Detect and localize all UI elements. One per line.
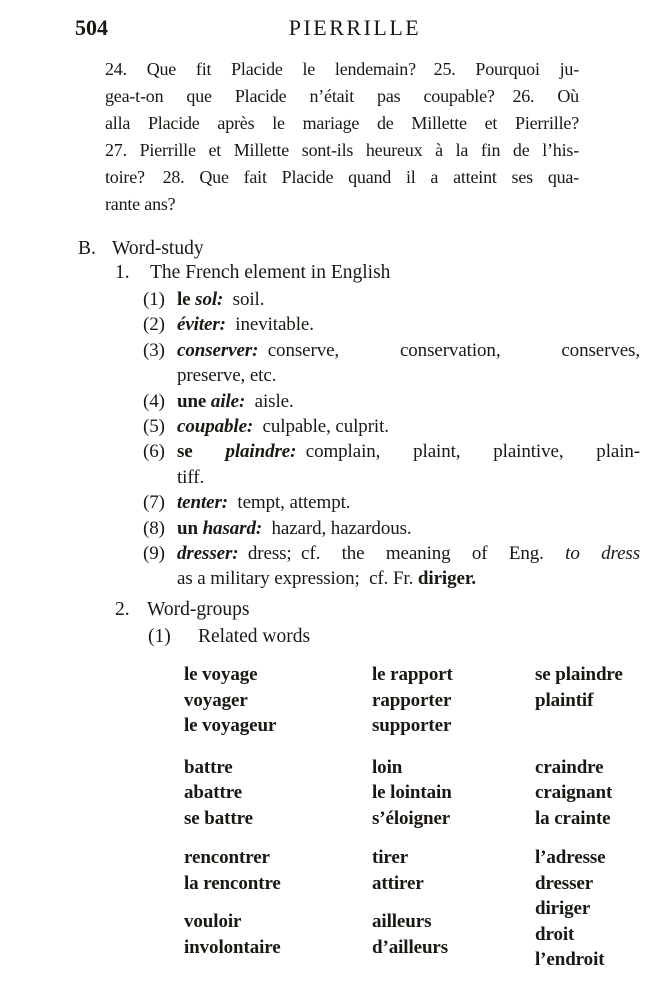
ws-french-term: dresser:	[177, 543, 239, 565]
french-element-list	[143, 287, 640, 592]
word-item: tirer	[372, 847, 409, 868]
ws-item-3	[143, 338, 640, 389]
ws-french-term: plaindre:	[225, 441, 297, 463]
word-item: l’adresse	[535, 847, 606, 868]
word-item: d’ailleurs	[372, 936, 449, 958]
word-group-column	[184, 755, 372, 832]
subsection-1-title: The French element in English	[150, 262, 391, 283]
ws-english-text: preserve, etc.	[177, 365, 277, 387]
word-item: s’éloigner	[372, 807, 451, 829]
ws-item-line	[177, 516, 640, 541]
word-subgroup	[184, 909, 372, 960]
ws-item-5	[143, 414, 640, 439]
ws-item-continuation	[177, 465, 640, 490]
ws-french-term: conserver:	[177, 339, 259, 361]
ws-item-2	[143, 312, 640, 337]
related-words-heading	[148, 626, 310, 648]
word-item: ailleurs	[372, 911, 432, 932]
ws-item-content	[177, 287, 640, 312]
ws-french-term: aile:	[210, 390, 246, 412]
ws-item-marker: (8)	[143, 517, 165, 539]
question-line: 24. Que fit Placide le lendemain? 25. Pourquoi ju-	[105, 59, 579, 79]
word-group-row-1	[184, 662, 640, 739]
ws-item-line	[177, 541, 640, 566]
word-item: voyager	[184, 689, 248, 711]
ws-item-line	[177, 312, 640, 337]
ws-french-article: le	[177, 289, 196, 310]
ws-item-content	[177, 312, 640, 337]
questions-paragraph	[105, 56, 579, 218]
related-words-label: (1)	[148, 626, 171, 647]
ws-item-line	[177, 338, 640, 363]
ws-french-term: tenter:	[177, 492, 229, 514]
ws-item-marker: (3)	[143, 339, 165, 361]
word-item: rencontrer	[184, 847, 270, 868]
subsection-2-title: Word-groups	[147, 599, 250, 620]
ws-item-8	[143, 516, 640, 541]
word-item: craignant	[535, 782, 613, 803]
ws-french-term: sol:	[195, 289, 224, 310]
ws-item-continuation	[177, 363, 640, 388]
ws-french-article: se	[177, 441, 226, 463]
word-item: supporter	[372, 715, 452, 736]
word-item: vouloir	[184, 911, 242, 932]
ws-english-text: culpable, culprit.	[253, 416, 389, 438]
ws-item-marker: (7)	[143, 492, 165, 514]
subsection-1-heading	[115, 262, 390, 284]
ws-item-content	[177, 516, 640, 541]
question-line: toire? 28. Que fait Placide quand il a atteint ses qua-	[105, 167, 579, 187]
word-group-column	[535, 755, 640, 832]
ws-item-line	[177, 439, 640, 464]
ws-english-text: dress; cf. the meaning of Eng.	[238, 543, 566, 565]
ws-item-line	[177, 490, 640, 515]
related-words-title: Related words	[198, 626, 311, 647]
word-item: involontaire	[184, 936, 281, 958]
ws-item-4	[143, 389, 640, 414]
word-subgroup	[372, 845, 535, 896]
ws-item-marker: (9)	[143, 543, 165, 565]
ws-item-marker: (1)	[143, 289, 165, 310]
ws-french-article: une	[177, 390, 211, 412]
ws-item-marker: (2)	[143, 314, 165, 336]
ws-english-italic: to dress	[565, 543, 640, 565]
ws-english-text: inevitable.	[225, 314, 314, 336]
word-group-row-3	[184, 845, 640, 973]
ws-item-9	[143, 541, 640, 592]
word-subgroup	[372, 909, 535, 960]
word-item: loin	[372, 756, 403, 778]
word-item: la rencontre	[184, 872, 281, 894]
subsection-1-label: 1.	[115, 262, 130, 283]
word-item: craindre	[535, 756, 604, 778]
ws-french-term: hasard:	[202, 517, 263, 539]
word-item: le rapport	[372, 664, 453, 685]
ws-english-text: as a military expression; cf. Fr.	[177, 568, 418, 590]
ws-item-6	[143, 439, 640, 490]
word-item: la crainte	[535, 807, 611, 829]
question-line: 27. Pierrille et Millette sont-ils heureux à la fin de l’his-	[105, 140, 579, 160]
ws-item-content	[177, 541, 640, 592]
ws-english-text: hazard, hazardous.	[262, 517, 412, 539]
ws-item-1	[143, 287, 640, 312]
ws-english-text: complain, plaint, plaintive, plain-	[296, 441, 641, 463]
word-item: diriger	[535, 898, 591, 919]
word-item: se plaindre	[535, 664, 623, 685]
word-item: le voyage	[184, 664, 258, 685]
question-line: gea-t-on que Placide n’était pas coupable? 26. Où	[105, 86, 579, 106]
ws-english-text: conserve, conservation, conserves,	[258, 339, 640, 361]
page-number: 504	[75, 15, 108, 40]
question-line: alla Placide après le mariage de Millette et Pierrille?	[105, 113, 579, 133]
ws-item-content	[177, 490, 640, 515]
ws-item-continuation	[177, 566, 640, 591]
word-item: se battre	[184, 807, 253, 829]
ws-item-marker: (5)	[143, 416, 165, 438]
word-item: battre	[184, 756, 233, 778]
question-line: rante ans?	[105, 194, 176, 214]
ws-english-text: aisle.	[245, 390, 294, 412]
word-group-column	[372, 662, 535, 739]
section-b-heading	[78, 238, 204, 260]
word-group-column	[372, 755, 535, 832]
word-group-column	[184, 845, 372, 973]
word-subgroup	[184, 845, 372, 896]
page-title: PIERRILLE	[288, 15, 422, 40]
word-groups-table	[184, 662, 640, 973]
word-item: droit	[535, 923, 575, 945]
word-item: attirer	[372, 872, 424, 894]
word-group-column	[184, 662, 372, 739]
ws-item-content	[177, 439, 640, 490]
ws-item-content	[177, 414, 640, 439]
ws-item-content	[177, 338, 640, 389]
ws-english-text: tempt, attempt.	[228, 492, 351, 514]
word-item: dresser	[535, 872, 594, 894]
ws-item-content	[177, 389, 640, 414]
ws-french-bold: diriger.	[417, 568, 477, 590]
ws-item-marker: (6)	[143, 441, 165, 463]
ws-french-term: coupable:	[177, 416, 254, 438]
ws-item-line	[177, 287, 640, 312]
subsection-2-label: 2.	[115, 599, 130, 620]
word-item: plaintif	[535, 689, 594, 711]
ws-french-article: un	[177, 517, 203, 539]
section-b-title: Word-study	[112, 238, 204, 259]
word-group-column	[535, 662, 640, 739]
ws-english-text: tiff.	[177, 466, 205, 488]
ws-item-marker: (4)	[143, 390, 165, 412]
word-group-column	[535, 845, 640, 973]
word-group-row-2	[184, 755, 640, 832]
section-b-label: B.	[78, 238, 96, 259]
ws-item-line	[177, 414, 640, 439]
word-item: rapporter	[372, 689, 452, 711]
word-item: l’endroit	[535, 949, 605, 970]
ws-french-term: éviter:	[177, 314, 226, 336]
ws-item-line	[177, 389, 640, 414]
word-item: abattre	[184, 782, 243, 803]
word-item: le voyageur	[184, 715, 277, 736]
word-group-column	[372, 845, 535, 973]
ws-item-7	[143, 490, 640, 515]
ws-english-text: soil.	[223, 289, 265, 310]
subsection-2-heading	[115, 599, 249, 621]
word-item: le lointain	[372, 782, 452, 803]
